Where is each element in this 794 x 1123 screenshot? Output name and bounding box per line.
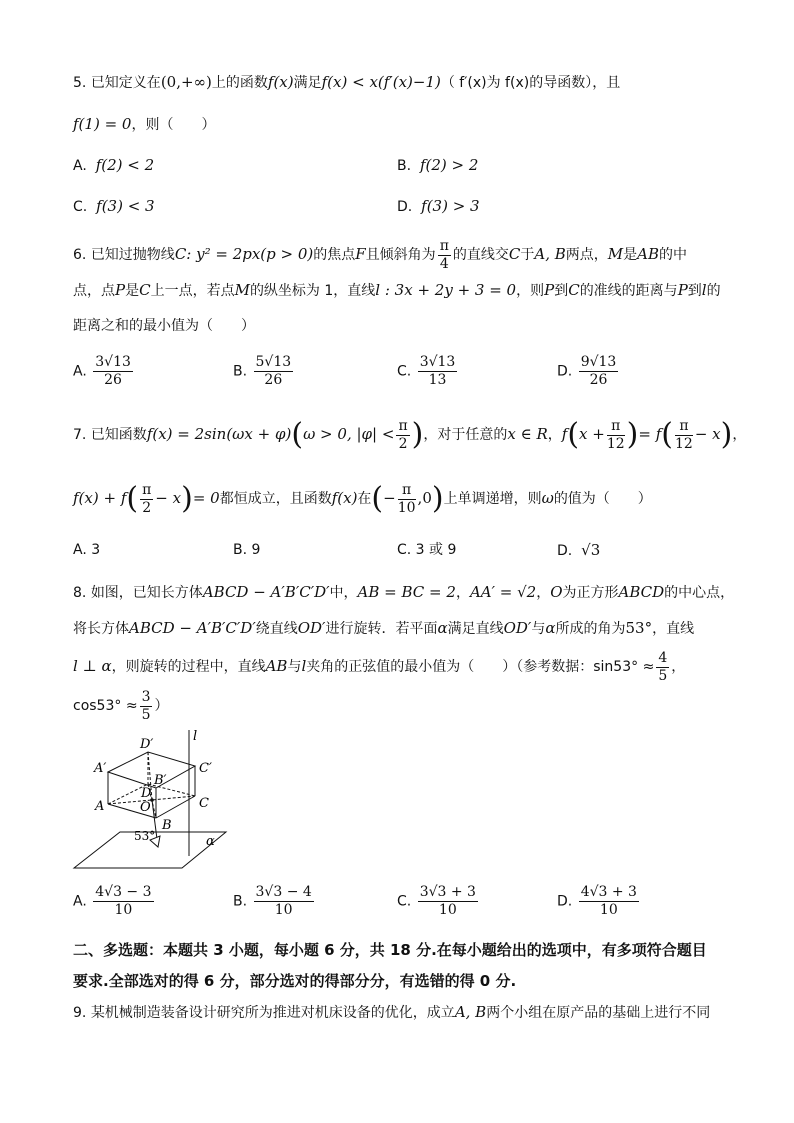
- label-D-prime: D′: [140, 737, 154, 752]
- cuboid-figure: [70, 728, 240, 872]
- question-number: 6.: [73, 247, 87, 263]
- q5-option-a[interactable]: A. f(2) < 2: [73, 156, 155, 174]
- label-B-prime: B′: [154, 773, 167, 788]
- label-alpha: α: [206, 834, 215, 849]
- q8-line-2: 将长方体ABCD − A′B′C′D′绕直线OD′进行旋转．若平面α满足直线OD′与α所成的角为53°，直线: [73, 619, 695, 637]
- q6-line-2: 点，点P是C上一点，若点M的纵坐标为 1，直线l : 3x + 2y + 3 = 0，则P到C的准线的距离与P到l的: [73, 281, 721, 299]
- label-D: D: [141, 786, 152, 801]
- label-A-prime: A′: [94, 761, 107, 776]
- question-number: 7.: [73, 427, 87, 443]
- q5-option-d[interactable]: D. f(3) > 3: [397, 197, 480, 215]
- question-number: 5.: [73, 75, 87, 91]
- q6-option-d[interactable]: D. $\frac{9√13}{26}$: [557, 354, 617, 388]
- q7-option-a[interactable]: A. 3: [73, 542, 101, 558]
- top-face: [108, 752, 195, 788]
- q8-option-d[interactable]: D. $\frac{4√3 + 3}{10}$: [557, 884, 637, 918]
- q6-option-a[interactable]: A. $\frac{3√13}{26}$: [73, 354, 131, 388]
- q9-line-1: 9. 某机械制造装备设计研究所为推进对机床设备的优化，成立A, B两个小组在原产品的基础上进行不同: [73, 1003, 711, 1021]
- q8-option-a[interactable]: A. $\frac{4√3 - 3}{10}$: [73, 884, 152, 918]
- label-C: C: [199, 796, 209, 811]
- q7-option-d[interactable]: D. √3: [557, 541, 601, 559]
- q7-option-c[interactable]: C. 3 或 9: [397, 542, 457, 558]
- q7-line-1: 7. 已知函数f(x) = 2sin(ωx + φ)(ω > 0, |φ| < $\frac{\pi}{2}$ )，对于任意的x ∈ R，f(x + $\frac{\pi}{12}$ )= f( $\frac{\pi}{12}$ − x)，: [73, 417, 747, 452]
- q8-line-1: 8. 如图，已知长方体ABCD − A′B′C′D′中，AB = BC = 2，AA′ = √2，O为正方形ABCD的中心点，: [73, 583, 735, 601]
- label-l: l: [193, 729, 198, 744]
- question-number: 9.: [73, 1005, 87, 1021]
- q5-line-2: f(1) = 0，则（ ）: [73, 115, 216, 133]
- section-heading-line-2: 要求.全部选对的得 6 分，部分选对的得部分分，有选错的得 0 分.: [73, 972, 517, 990]
- q5-line-1: 5. 已知定义在(0,+∞)上的函数f(x)满足f(x) < x(f′(x)−1)（ f′(x)为 f(x)的导函数），且: [73, 73, 621, 91]
- q6-option-c[interactable]: C. $\frac{3√13}{13}$: [397, 354, 456, 388]
- section-heading-line-1: 二、多选题：本题共 3 小题，每小题 6 分，共 18 分.在每小题给出的选项中，有多项符合题目: [73, 941, 707, 959]
- q6-line-1: 6. 已知过抛物线C: y² = 2px(p > 0)的焦点F且倾斜角为 $\frac{\pi}{4}$ 的直线交C于A, B两点，M是AB的中: [73, 237, 687, 272]
- fraction: $\frac{\pi}{4}$: [439, 237, 449, 272]
- q7-option-b[interactable]: B. 9: [233, 542, 261, 558]
- question-number: 8.: [73, 585, 87, 601]
- q6-line-3: 距离之和的最小值为（ ）: [73, 318, 255, 334]
- label-C-prime: C′: [199, 761, 212, 776]
- q8-line-4: cos53° ≈ $\frac{3}{5}$ ）: [73, 688, 169, 723]
- q7-line-2: f(x) + f( $\frac{\pi}{2}$ − x)= 0都恒成立，且函数f(x)在(− $\frac{\pi}{10}$ ,0)上单调递增，则ω的值为（ ）: [73, 481, 652, 516]
- q5-option-b[interactable]: B. f(2) > 2: [397, 156, 479, 174]
- q8-option-b[interactable]: B. $\frac{3√3 - 4}{10}$: [233, 884, 312, 918]
- q5-option-c[interactable]: C. f(3) < 3: [73, 197, 155, 215]
- label-angle: 53°: [134, 829, 156, 843]
- label-A: A: [95, 799, 105, 814]
- label-B: B: [162, 818, 172, 833]
- q6-option-b[interactable]: B. $\frac{5√13}{26}$: [233, 354, 292, 388]
- q8-line-3: l ⊥ α，则旋转的过程中，直线AB与l夹角的正弦值的最小值为（ ）（参考数据：sin53° ≈ $\frac{4}{5}$ ，: [73, 649, 686, 684]
- label-O: O: [140, 800, 151, 815]
- q8-option-c[interactable]: C. $\frac{3√3 + 3}{10}$: [397, 884, 476, 918]
